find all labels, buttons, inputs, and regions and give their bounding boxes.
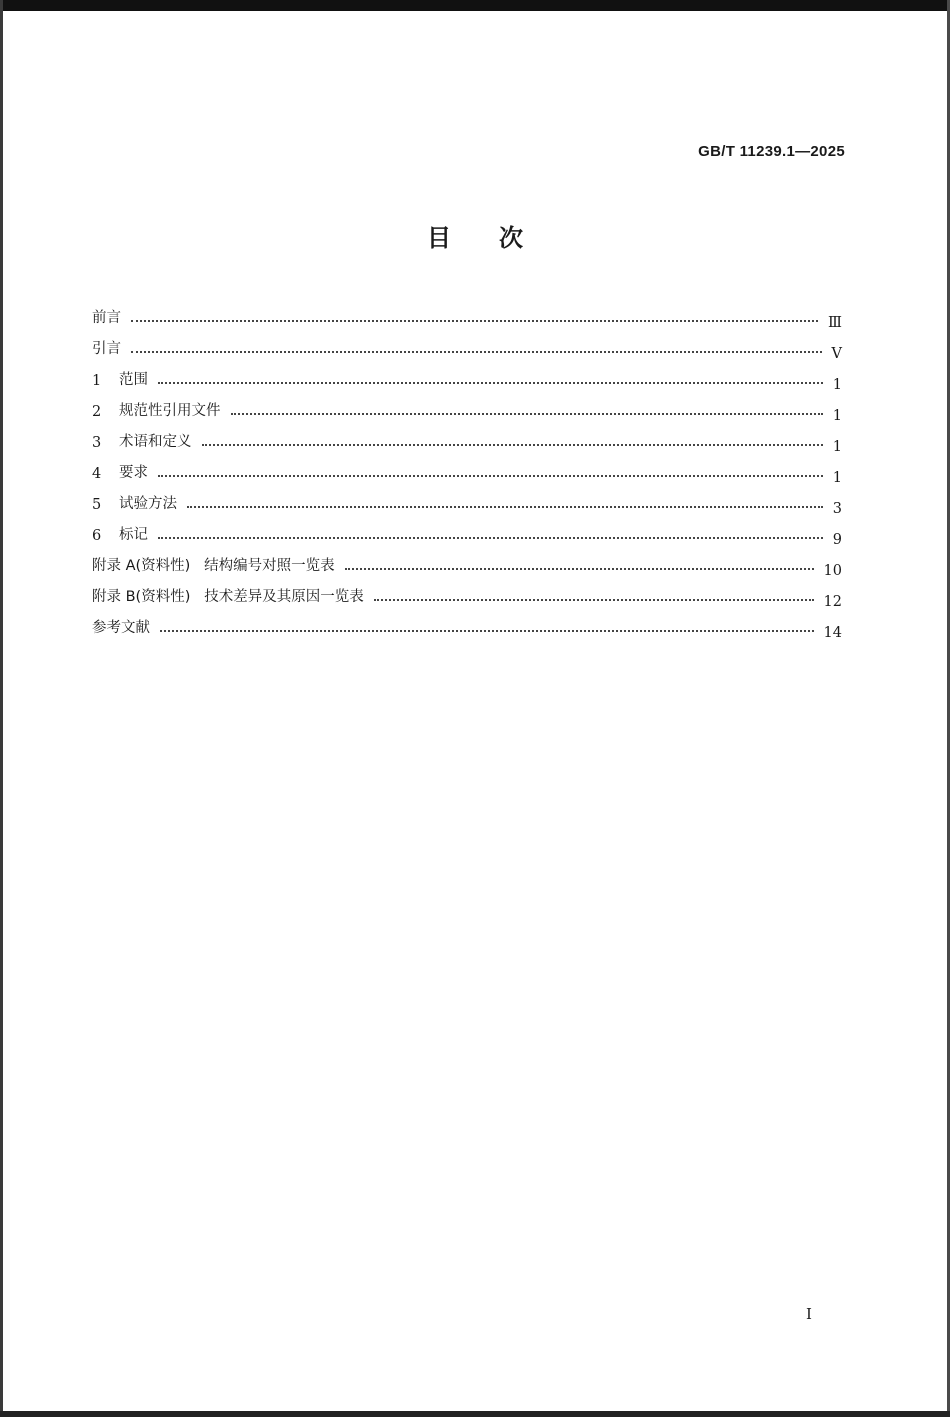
dot-leader [131, 319, 818, 322]
toc-entry-label: 参考文献 [92, 620, 150, 636]
toc-entry-normative-references[interactable] [92, 389, 842, 424]
dot-leader [131, 350, 822, 353]
toc-entry-page: 12 [823, 594, 842, 610]
toc-entry-label: 附录 B(资料性) 技术差异及其原因一览表 [92, 589, 364, 605]
toc-entry-label: 标记 [119, 527, 148, 543]
toc-entry-marking[interactable] [92, 513, 842, 548]
toc-entry-label: 前言 [92, 310, 121, 326]
toc-entry-test-methods[interactable] [92, 482, 842, 517]
toc-entry-foreword[interactable] [92, 296, 842, 331]
toc-entry-label: 术语和定义 [119, 434, 192, 450]
dot-leader [345, 567, 814, 570]
toc-entry-page: 1 [832, 439, 842, 455]
toc-entry-scope[interactable] [92, 358, 842, 393]
toc-entry-number: 6 [92, 528, 102, 544]
dot-leader [158, 536, 823, 539]
toc-entry-number: 5 [92, 497, 102, 513]
dot-leader [231, 412, 823, 415]
toc-entry-page: 14 [823, 625, 842, 641]
toc-entry-label: 范围 [119, 372, 148, 388]
dot-leader [202, 443, 823, 446]
toc-entry-label: 引言 [92, 341, 121, 357]
toc-entry-terms[interactable] [92, 420, 842, 455]
dot-leader [158, 474, 823, 477]
toc-entry-label: 试验方法 [119, 496, 177, 512]
toc-entry-page: 1 [832, 377, 842, 393]
toc-entry-page: 1 [832, 408, 842, 424]
toc-entry-page: 3 [832, 501, 842, 517]
toc-entry-annex-a[interactable] [92, 544, 842, 579]
scan-bottom-border [0, 1411, 950, 1417]
toc-entry-label: 规范性引用文件 [119, 403, 221, 419]
page-number: I [806, 1305, 812, 1323]
toc-entry-page: 10 [823, 563, 842, 579]
toc-entry-page: 1 [832, 470, 842, 486]
toc-entry-page: 9 [832, 532, 842, 548]
toc-entry-page: Ⅲ [828, 315, 842, 331]
toc-entry-label: 附录 A(资料性) 结构编号对照一览表 [92, 558, 335, 574]
scan-top-border [0, 0, 950, 11]
dot-leader [158, 381, 823, 384]
dot-leader [160, 629, 814, 632]
toc-entry-annex-b[interactable] [92, 575, 842, 610]
dot-leader [187, 505, 823, 508]
toc-entry-bibliography[interactable] [92, 606, 842, 641]
standard-code: GB/T 11239.1—2025 [698, 143, 845, 160]
toc-entry-number: 2 [92, 404, 102, 420]
toc-entry-requirements[interactable] [92, 451, 842, 486]
toc-entry-introduction[interactable] [92, 327, 842, 362]
toc-entry-number: 3 [92, 435, 102, 451]
toc-entry-number: 4 [92, 466, 102, 482]
dot-leader [374, 598, 814, 601]
table-of-contents [92, 296, 842, 641]
toc-entry-label: 要求 [119, 465, 148, 481]
toc-entry-number: 1 [92, 373, 102, 389]
toc-entry-page: Ⅴ [831, 346, 842, 362]
scan-left-edge [0, 0, 3, 1417]
toc-title: 目次 [427, 224, 571, 252]
